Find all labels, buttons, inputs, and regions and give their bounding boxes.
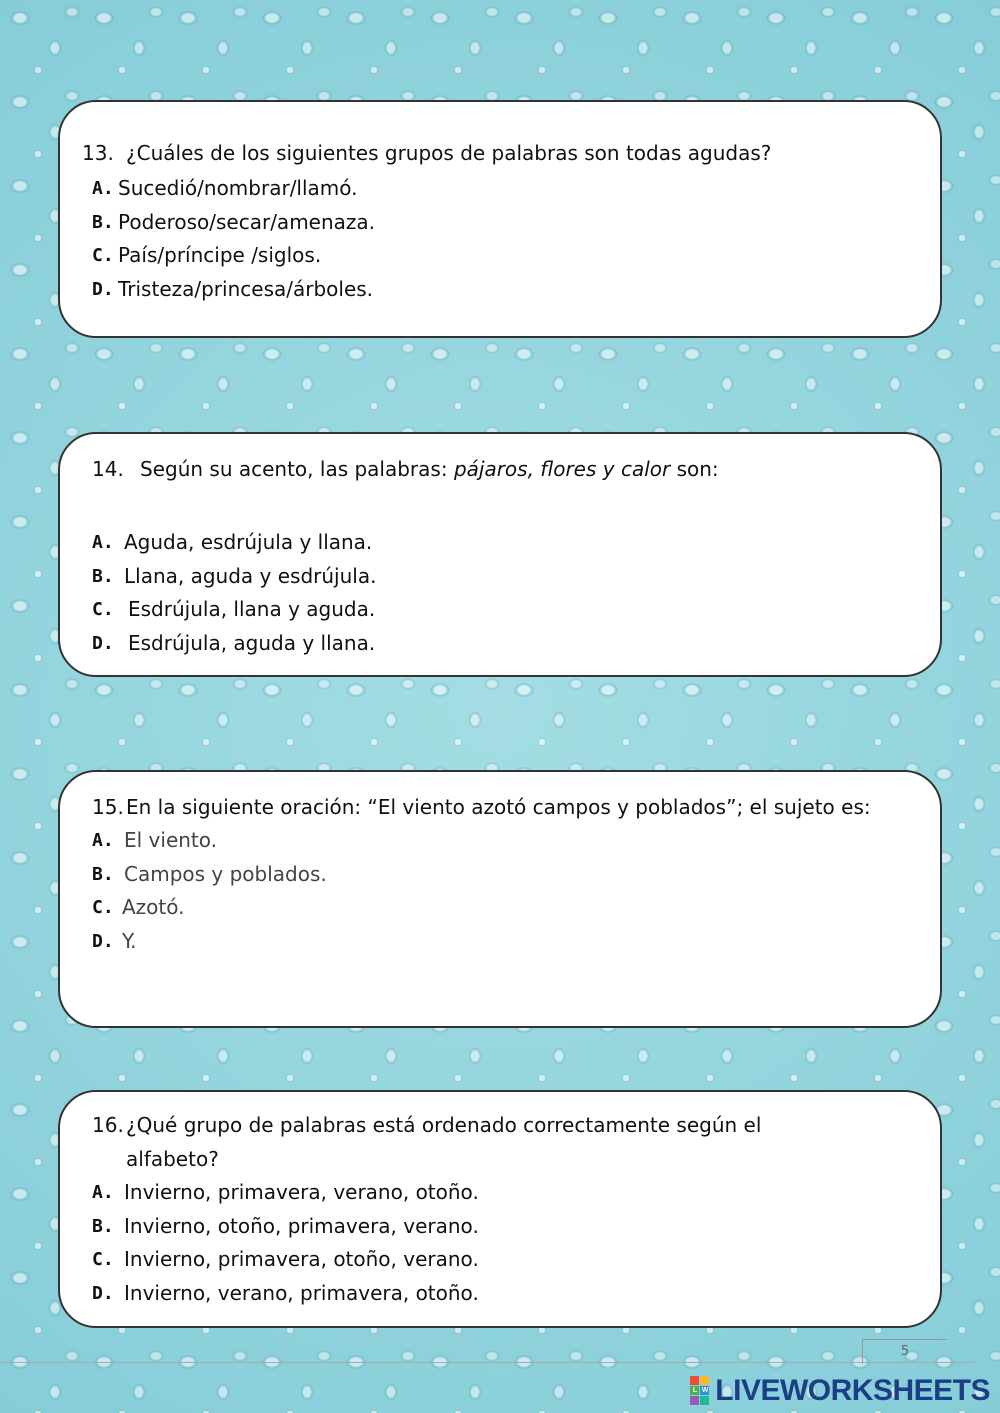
option-c[interactable]: C. Esdrújula, llana y aguda. — [92, 597, 376, 621]
option-d[interactable]: D. Esdrújula, aguda y llana. — [92, 630, 376, 655]
brand-name: LIVEWORKSHEETS — [715, 1374, 990, 1407]
option-d[interactable]: D. Y. — [92, 928, 137, 953]
option-b[interactable]: B. Llana, aguda y esdrújula. — [92, 563, 377, 588]
question-number: 13. — [82, 141, 114, 165]
page-number: 5 — [862, 1339, 947, 1364]
option-b[interactable]: B. Campos y poblados. — [92, 861, 327, 886]
question-card-14 — [58, 432, 942, 677]
option-c[interactable]: C. Invierno, primavera, otoño, verano. — [92, 1247, 479, 1271]
question-number: 14. — [92, 457, 124, 481]
liveworksheets-icon: L W — [690, 1376, 712, 1406]
option-b[interactable]: B. Invierno, otoño, primavera, verano. — [92, 1213, 479, 1238]
option-c[interactable]: C. País/príncipe /siglos. — [92, 243, 322, 267]
option-a[interactable]: A. El viento. — [92, 828, 218, 852]
option-d[interactable]: D. Tristeza/princesa/árboles. — [92, 276, 374, 301]
option-b[interactable]: B. Poderoso/secar/amenaza. — [92, 209, 376, 234]
question-text — [92, 1108, 940, 1176]
footer-divider — [0, 1362, 975, 1363]
question-card-16 — [58, 1090, 942, 1328]
option-c[interactable]: C. Azotó. — [92, 895, 185, 919]
question-prompt: ¿Qué grupo de palabras está ordenado correctamente según el alfabeto? — [126, 1113, 762, 1171]
question-number: 16. — [92, 1113, 124, 1137]
option-a[interactable]: A. Invierno, primavera, verano, otoño. — [92, 1180, 479, 1204]
question-text — [82, 136, 940, 170]
question-card-13 — [58, 100, 942, 338]
option-d[interactable]: D. Invierno, verano, primavera, otoño. — [92, 1280, 479, 1305]
question-text — [92, 452, 940, 486]
question-prompt: ¿Cuáles de los siguientes grupos de palabras son todas agudas? — [126, 141, 772, 165]
option-a[interactable]: A. Aguda, esdrújula y llana. — [92, 530, 373, 554]
question-card-15 — [58, 770, 942, 1028]
question-prompt: En la siguiente oración: “El viento azotó campos y poblados”; el sujeto es: — [126, 795, 871, 819]
option-a[interactable]: A. Sucedió/nombrar/llamó. — [92, 176, 358, 200]
question-number: 15. — [92, 795, 124, 819]
liveworksheets-logo[interactable] — [690, 1374, 990, 1408]
question-prompt: Según su acento, las palabras: pájaros, flores y calor son: — [140, 457, 719, 481]
question-text — [92, 790, 940, 824]
